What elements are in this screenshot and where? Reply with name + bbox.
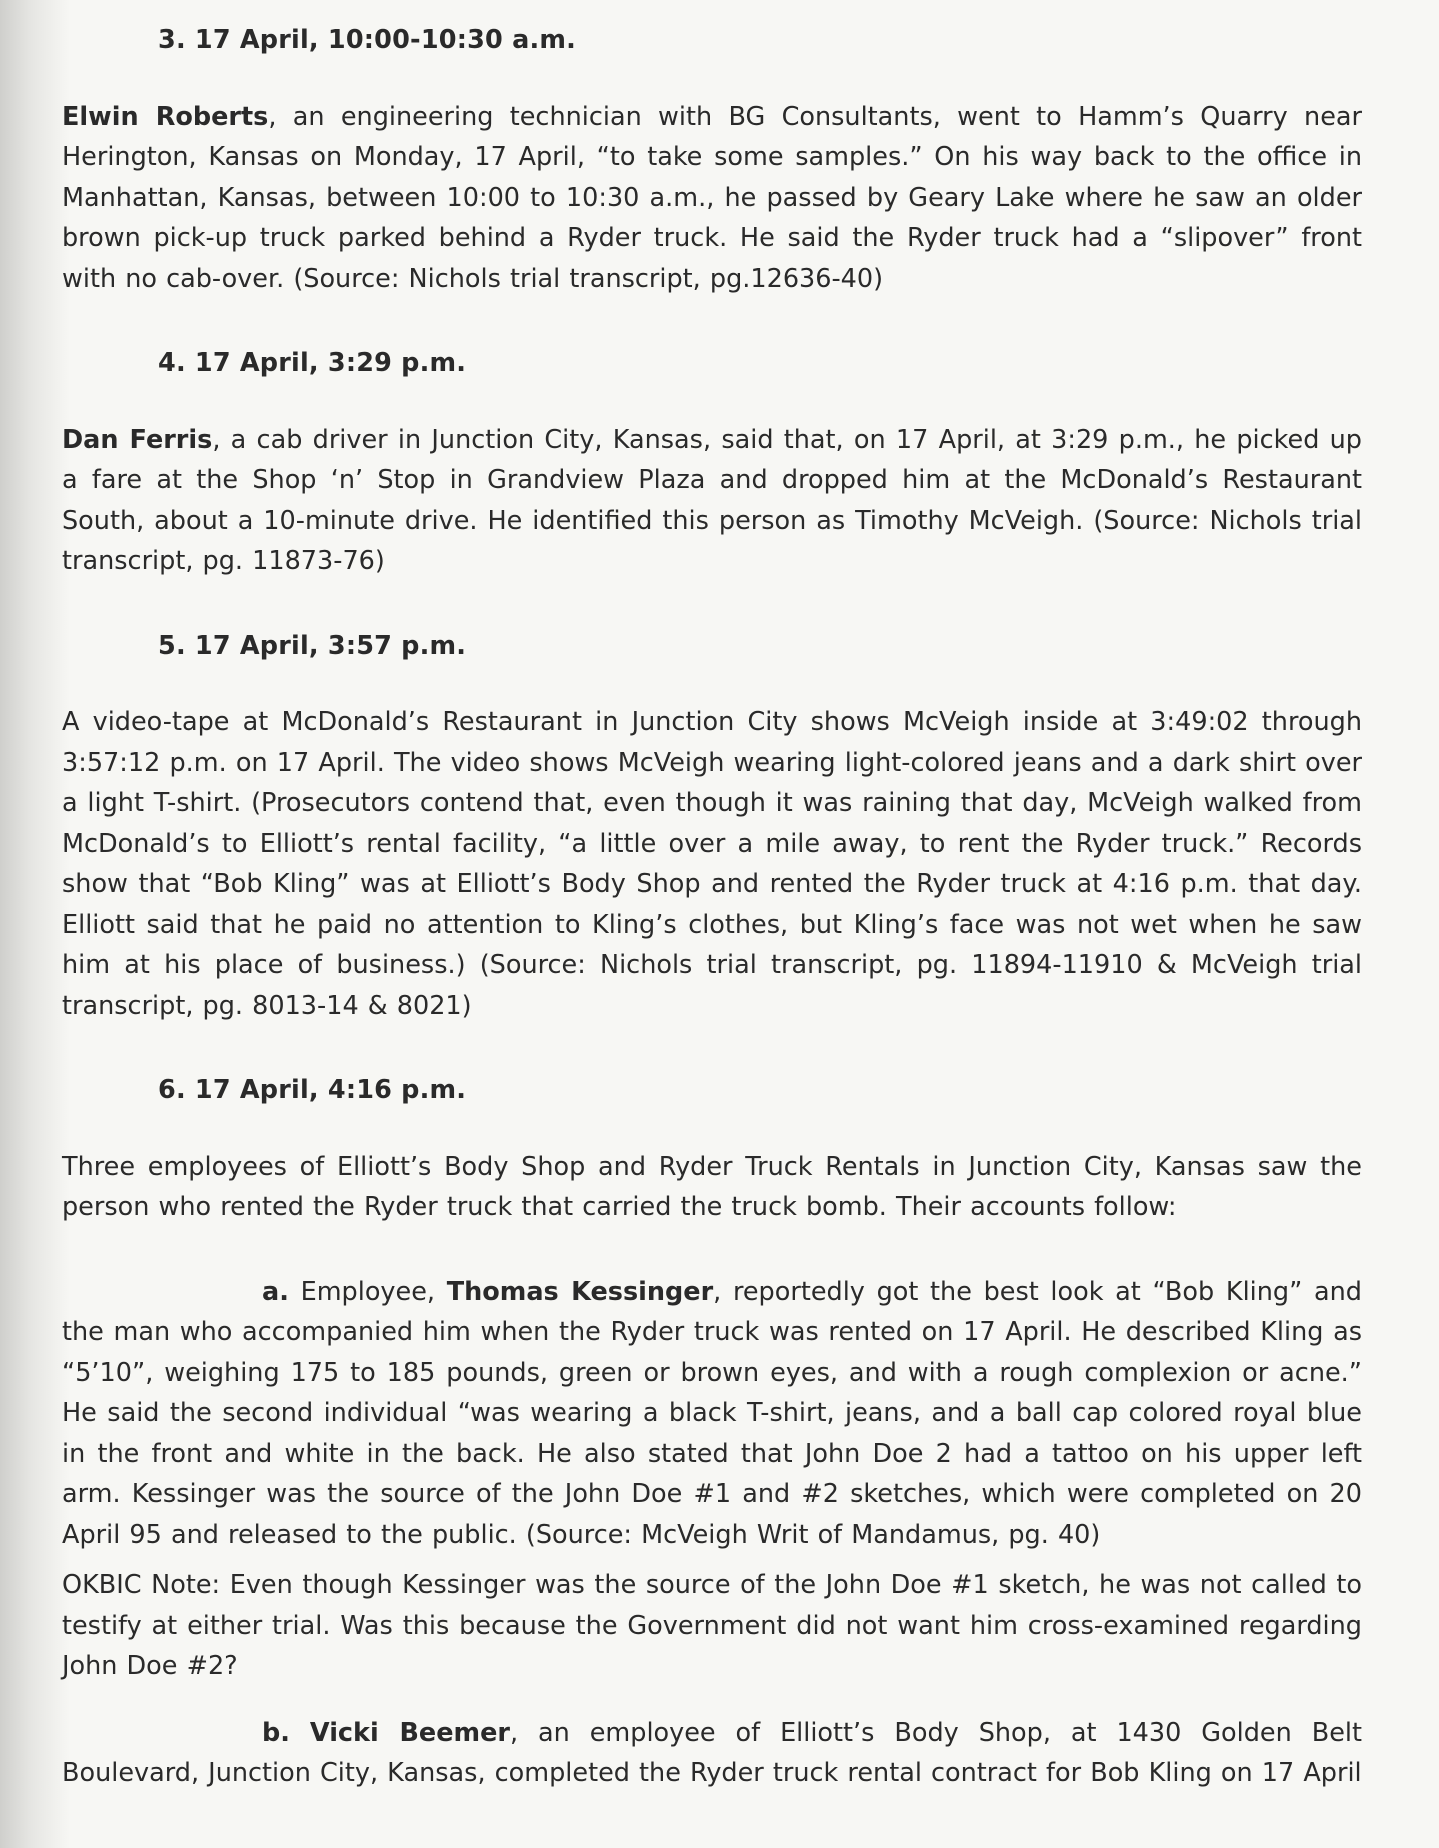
document-body <box>62 20 1362 1838</box>
witness-name: Vicki Beemer <box>309 1717 510 1748</box>
section-6-heading: 6. 17 April, 4:16 p.m. <box>158 1075 467 1105</box>
paragraph-text: , reportedly got the best look at “Bob Kling” and the man who accompanied him when the Ryder truck was rented on 17 April. He described Kling as “5’10”, weighing 175 to 185 pounds, green or brown eyes, and with a rough complexion or acne.” He said the second individual “was wearing a black T-shirt, jeans, and a ball cap colored royal blue in the front and white in the back. He also stated that John Doe 2 had a tattoo on his upper left arm. Kessinger was the source of the John Doe #1 and #2 sketches, which were completed on 20 April 95 and released to the public. (Source: McVeigh Writ of Mandamus, pg. 40) <box>62 1276 1362 1550</box>
witness-name: Elwin Roberts <box>62 101 269 132</box>
section-4-heading: 4. 17 April, 3:29 p.m. <box>158 348 467 378</box>
sub-item-prefix: Employee, <box>288 1276 447 1307</box>
section-3-heading: 3. 17 April, 10:00-10:30 a.m. <box>158 25 577 55</box>
sub-item-b <box>62 1713 1362 1794</box>
paragraph-text: , a cab driver in Junction City, Kansas, said that, on 17 April, at 3:29 p.m., he picked up a fare at the Shop ‘n’ Stop in Grandview Plaza and dropped him at the McDonald’s Restaurant South, about a 10-minute drive. He identified this person as Timothy McVeigh. (Source: Nichols trial transcript, pg. 11873-76) <box>62 424 1362 576</box>
paragraph-text: , an employee of Elliott’s Body Shop, at 1430 Golden Belt Boulevard, Junction City, Kansas, completed the Ryder truck rental contract for Bob Kling on 17 April <box>62 1717 1362 1788</box>
page-binding-shadow <box>0 0 70 1848</box>
section-3-paragraph <box>62 97 1362 300</box>
paragraph-text: , an engineering technician with BG Consultants, went to Hamm’s Quarry near Herington, Kansas on Monday, 17 April, “to take some samples.” On his way back to the office in Manhattan, Kansas, between 10:00 to 10:30 a.m., he passed by Geary Lake where he saw an older brown pick-up truck parked behind a Ryder truck. He said the Ryder truck had a “slipover” front with no cab-over. (Source: Nichols trial transcript, pg.12636-40) <box>62 101 1362 294</box>
witness-name: Thomas Kessinger <box>446 1276 714 1307</box>
paragraph-text: Three employees of Elliott’s Body Shop and Ryder Truck Rentals in Junction City, Kansas saw the person who rented the Ryder truck that carried the truck bomb. Their accounts follow: <box>62 1151 1362 1222</box>
okbic-note: OKBIC Note: Even though Kessinger was the source of the John Doe #1 sketch, he was not called to testify at either trial. Was this because the Government did not want him cross-examined regarding John Doe #2? <box>62 1570 1362 1681</box>
sub-item-marker: b. <box>262 1717 290 1748</box>
section-4-paragraph <box>62 420 1362 582</box>
section-6-paragraph <box>62 1147 1362 1228</box>
sub-item-marker: a. <box>262 1276 289 1307</box>
section-5-paragraph <box>62 702 1362 1026</box>
section-5-heading: 5. 17 April, 3:57 p.m. <box>158 630 467 661</box>
witness-name: Dan Ferris <box>62 424 213 455</box>
sub-item-a <box>62 1272 1362 1556</box>
paragraph-text: A video-tape at McDonald’s Restaurant in Junction City shows McVeigh inside at 3:49:02 through 3:57:12 p.m. on 17 April. The video shows McVeigh wearing light-colored jeans and a dark shirt over a light T-shirt. (Prosecutors contend that, even though it was raining that day, McVeigh walked from McDonald’s to Elliott’s rental facility, “a little over a mile away, to rent the Ryder truck.” Records show that “Bob Kling” was at Elliott’s Body Shop and rented the Ryder truck at 4:16 p.m. that day. Elliott said that he paid no attention to Kling’s clothes, but Kling’s face was not wet when he saw him at his place of business.) (Source: Nichols trial transcript, pg. 11894-11910 & McVeigh trial transcript, pg. 8013-14 & 8021) <box>62 707 1362 1021</box>
